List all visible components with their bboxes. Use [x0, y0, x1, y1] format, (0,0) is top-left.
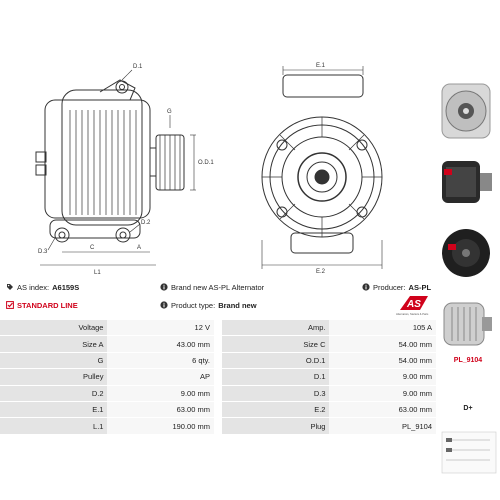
spec-row	[0, 320, 436, 336]
specifications-table	[0, 320, 436, 435]
product-type-label: Product type:	[171, 300, 216, 310]
spec-row	[0, 352, 436, 368]
spec-label: E.1	[0, 401, 107, 417]
spec-value: 9.00 mm	[107, 385, 213, 401]
spec-row	[0, 418, 436, 434]
spec-label: O.D.1	[222, 352, 329, 368]
spec-label: G	[0, 352, 107, 368]
product-photo-front[interactable]	[436, 80, 496, 142]
dim-od1-label: O.D.1	[198, 160, 214, 166]
spec-label: D.3	[222, 385, 329, 401]
dim-c-label: C	[90, 245, 95, 251]
spec-value: 54.00 mm	[329, 352, 436, 368]
spec-value: 9.00 mm	[329, 385, 436, 401]
checkbox-icon	[6, 301, 14, 309]
spec-gap	[214, 352, 222, 368]
spec-row	[0, 369, 436, 385]
dim-e1-label: E.1	[316, 63, 326, 69]
terminal-label: D+	[463, 405, 473, 412]
spec-gap	[214, 320, 222, 336]
spec-value: 12 V	[107, 320, 213, 336]
spec-label: Voltage	[0, 320, 107, 336]
tag-icon	[6, 283, 14, 291]
spec-label: Amp.	[222, 320, 329, 336]
spec-label: D.1	[222, 369, 329, 385]
brand-row	[160, 282, 264, 292]
spec-row	[0, 385, 436, 401]
producer-label: Producer:	[373, 282, 406, 292]
dim-g-label: G	[167, 109, 172, 115]
product-type-value: Brand new	[218, 300, 257, 310]
product-info-block	[0, 282, 436, 322]
spec-value: 63.00 mm	[107, 401, 213, 417]
info-circle-icon	[362, 283, 370, 291]
spec-row	[0, 336, 436, 352]
as-index-value: A6159S	[52, 282, 80, 292]
product-photo-angle[interactable]	[436, 293, 496, 355]
spec-label: E.2	[222, 401, 329, 417]
dim-a-label: A	[137, 245, 142, 251]
spec-label: Pulley	[0, 369, 107, 385]
standard-line-label: STANDARD LINE	[17, 300, 78, 310]
spec-gap	[214, 369, 222, 385]
spec-label: Size A	[0, 336, 107, 352]
dim-d3-label: D.3	[38, 249, 48, 255]
spec-value: 43.00 mm	[107, 336, 213, 352]
plug-diagram-image	[440, 430, 498, 475]
info-circle-icon	[160, 301, 168, 309]
spec-value: 190.00 mm	[107, 418, 213, 434]
spec-gap	[214, 336, 222, 352]
brand-text: Brand new AS-PL Alternator	[171, 282, 265, 292]
dim-d2-label: D.2	[141, 220, 151, 226]
dim-d1-label: D.1	[133, 64, 143, 70]
spec-value: 9.00 mm	[329, 369, 436, 385]
info-circle-icon	[160, 283, 168, 291]
spec-value: 105 A	[329, 320, 436, 336]
product-photo-side[interactable]	[436, 151, 496, 213]
producer-value: AS-PL	[408, 282, 432, 292]
alternator-technical-drawing	[0, 40, 440, 280]
spec-label: Plug	[222, 418, 329, 434]
spec-label: L.1	[0, 418, 107, 434]
as-index-row	[6, 282, 79, 292]
logo-tagline: Alternators, Starters & Parts	[396, 313, 429, 316]
producer-row	[362, 282, 431, 292]
product-photo-strip	[436, 80, 500, 364]
dim-l1-label: L1	[94, 270, 101, 276]
product-photo-rear[interactable]	[436, 222, 496, 284]
spec-gap	[214, 385, 222, 401]
dim-e2-label: E.2	[316, 269, 326, 275]
spec-value: AP	[107, 369, 213, 385]
spec-gap	[214, 401, 222, 417]
spec-label: Size C	[222, 336, 329, 352]
logo-mark: AS	[407, 299, 421, 310]
product-type-row	[160, 300, 257, 310]
spec-row	[0, 401, 436, 417]
as-index-label: AS index:	[17, 282, 50, 292]
spec-value: PL_9104	[329, 418, 436, 434]
as-pl-logo	[396, 294, 432, 316]
spec-value: 6 qty.	[107, 352, 213, 368]
spec-gap	[214, 418, 222, 434]
plug-code-label: PL_9104	[453, 357, 483, 364]
standard-line-row	[6, 300, 78, 310]
spec-value: 63.00 mm	[329, 401, 436, 417]
spec-value: 54.00 mm	[329, 336, 436, 352]
spec-label: D.2	[0, 385, 107, 401]
